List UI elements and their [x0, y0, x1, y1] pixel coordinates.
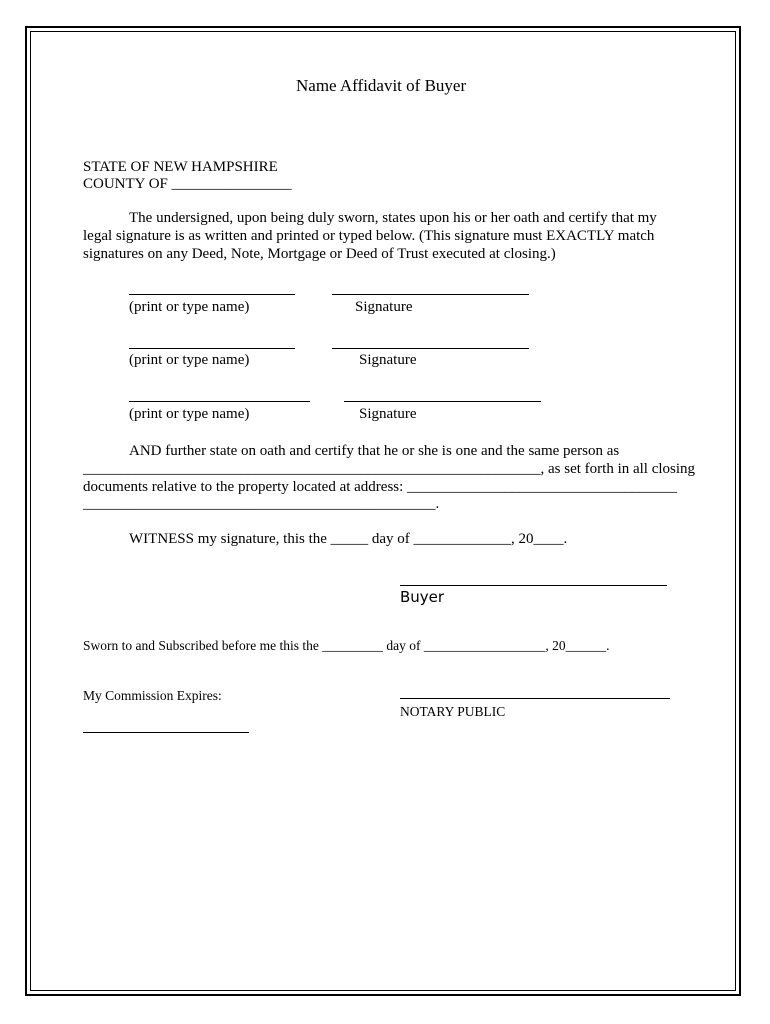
- print-name-line-3: [129, 401, 310, 402]
- further-line-3: documents relative to the property located at address: ____________________________________: [83, 479, 678, 495]
- further-line-1: AND further state on oath and certify that he or she is one and the same person as: [129, 443, 620, 459]
- print-name-line-1: [129, 294, 295, 295]
- print-name-label-2: (print or type name): [129, 352, 250, 368]
- signature-label-2: Signature: [359, 352, 417, 368]
- print-name-line-2: [129, 348, 295, 349]
- intro-line-3: signatures on any Deed, Note, Mortgage or Deed of Trust executed at closing.): [83, 246, 556, 262]
- commission-expires-line: [83, 732, 249, 733]
- witness-line: WITNESS my signature, this the _____ day of _____________, 20____.: [129, 531, 568, 547]
- buyer-signature-line: [400, 585, 667, 586]
- notary-signature-line: [400, 698, 670, 699]
- document-title: Name Affidavit of Buyer: [296, 76, 467, 95]
- print-name-label-1: (print or type name): [129, 299, 250, 315]
- sworn-line: Sworn to and Subscribed before me this the _________ day of __________________, 20______.: [83, 638, 610, 653]
- signature-label-1: Signature: [355, 299, 413, 315]
- intro-line-1: The undersigned, upon being duly sworn, states upon his or her oath and certify that my: [129, 210, 657, 226]
- intro-line-2: legal signature is as written and printed or typed below. (This signature must EXACTLY match: [83, 228, 655, 244]
- signature-line-3: [344, 401, 541, 402]
- county-line: COUNTY OF ________________: [83, 176, 292, 192]
- signature-line-2: [332, 348, 529, 349]
- print-name-label-3: (print or type name): [129, 406, 250, 422]
- further-line-4: _______________________________________________.: [83, 496, 440, 512]
- further-line-2: _____________________________________________________________, as set forth in all closing: [83, 461, 696, 477]
- signature-label-3: Signature: [359, 406, 417, 422]
- state-line: STATE OF NEW HAMPSHIRE: [83, 159, 278, 175]
- notary-public-label: NOTARY PUBLIC: [400, 704, 506, 719]
- signature-line-1: [332, 294, 529, 295]
- commission-expires-label: My Commission Expires:: [83, 688, 222, 703]
- buyer-label: Buyer: [400, 588, 445, 606]
